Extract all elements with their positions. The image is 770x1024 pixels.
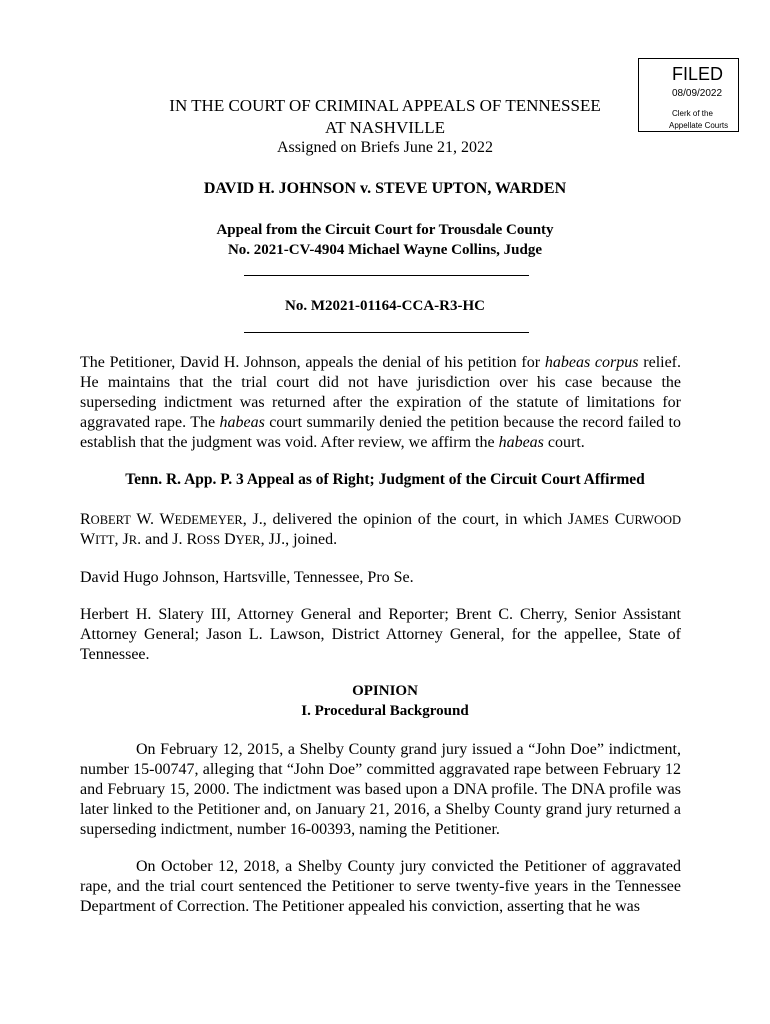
- opinion-title: OPINION: [352, 683, 418, 699]
- authoring-judges: ROBERT W. WEDEMEYER, J., delivered the opinion of the court, in which JAMES CURWOOD WITT, JR. and J. ROSS DYER, JJ., joined.: [80, 511, 682, 548]
- filed-stamp-courts-line: Appellate Courts: [669, 121, 729, 130]
- case-summary: The Petitioner, David H. Johnson, appeals the denial of his petition for habeas corpus relief. He maintains that the trial court did not have jurisdiction over his case because the superseding indictment was returned after the expiration of the statute of limitations for aggravated rape. The habeas court summarily denied the petition because the record failed to establish that the judgment was void. After review, we affirm the habeas court.: [80, 354, 682, 451]
- appeal-info: [80, 220, 690, 260]
- appeal-court: Appeal from the Circuit Court for Trousdale County: [216, 222, 554, 238]
- opinion-paragraph-1: On February 12, 2015, a Shelby County grand jury issued a “John Doe” indictment, number 15-00747, alleging that “John Doe” committed aggravated rape between February 12 and February 15, 2000. The indictment was based upon a DNA profile. The DNA profile was later linked to the Petitioner and, on January 21, 2016, a Shelby County grand jury returned a superseding indictment, number 16-00393, naming the Petitioner.: [80, 741, 681, 838]
- filed-stamp-title: FILED: [672, 64, 724, 84]
- appeal-judge: No. 2021-CV-4904 Michael Wayne Collins, Judge: [227, 242, 543, 258]
- filed-stamp: [638, 58, 739, 132]
- court-heading: [140, 95, 630, 139]
- divider-bottom: [244, 332, 529, 333]
- state-counsel: Herbert H. Slatery III, Attorney General and Reporter; Brent C. Cherry, Senior Assistant Attorney General; Jason L. Lawson, District Attorney General, for the appellee, State of Tennessee.: [80, 606, 681, 663]
- court-location: AT NASHVILLE: [324, 118, 446, 137]
- assigned-date: Assigned on Briefs June 21, 2022: [277, 139, 493, 156]
- disposition: Tenn. R. App. P. 3 Appeal as of Right; Judgment of the Circuit Court Affirmed: [125, 471, 645, 488]
- divider-top: [244, 275, 529, 276]
- opinion-paragraph-2: On October 12, 2018, a Shelby County jury convicted the Petitioner of aggravated rape, and the trial court sentenced the Petitioner to serve twenty-five years in the Tennessee Department of Correction. The Petitioner appealed his conviction, asserting that he was: [80, 858, 681, 915]
- section-heading: I. Procedural Background: [301, 703, 469, 719]
- petitioner-counsel: David Hugo Johnson, Hartsville, Tennessee, Pro Se.: [80, 569, 414, 586]
- docket-number: No. M2021-01164-CCA-R3-HC: [285, 298, 485, 314]
- filed-stamp-clerk-line: Clerk of the: [672, 109, 713, 118]
- case-caption: DAVID H. JOHNSON v. STEVE UPTON, WARDEN: [203, 180, 567, 197]
- court-name: IN THE COURT OF CRIMINAL APPEALS OF TENNESSEE: [169, 96, 601, 115]
- filed-stamp-date: 08/09/2022: [672, 88, 723, 99]
